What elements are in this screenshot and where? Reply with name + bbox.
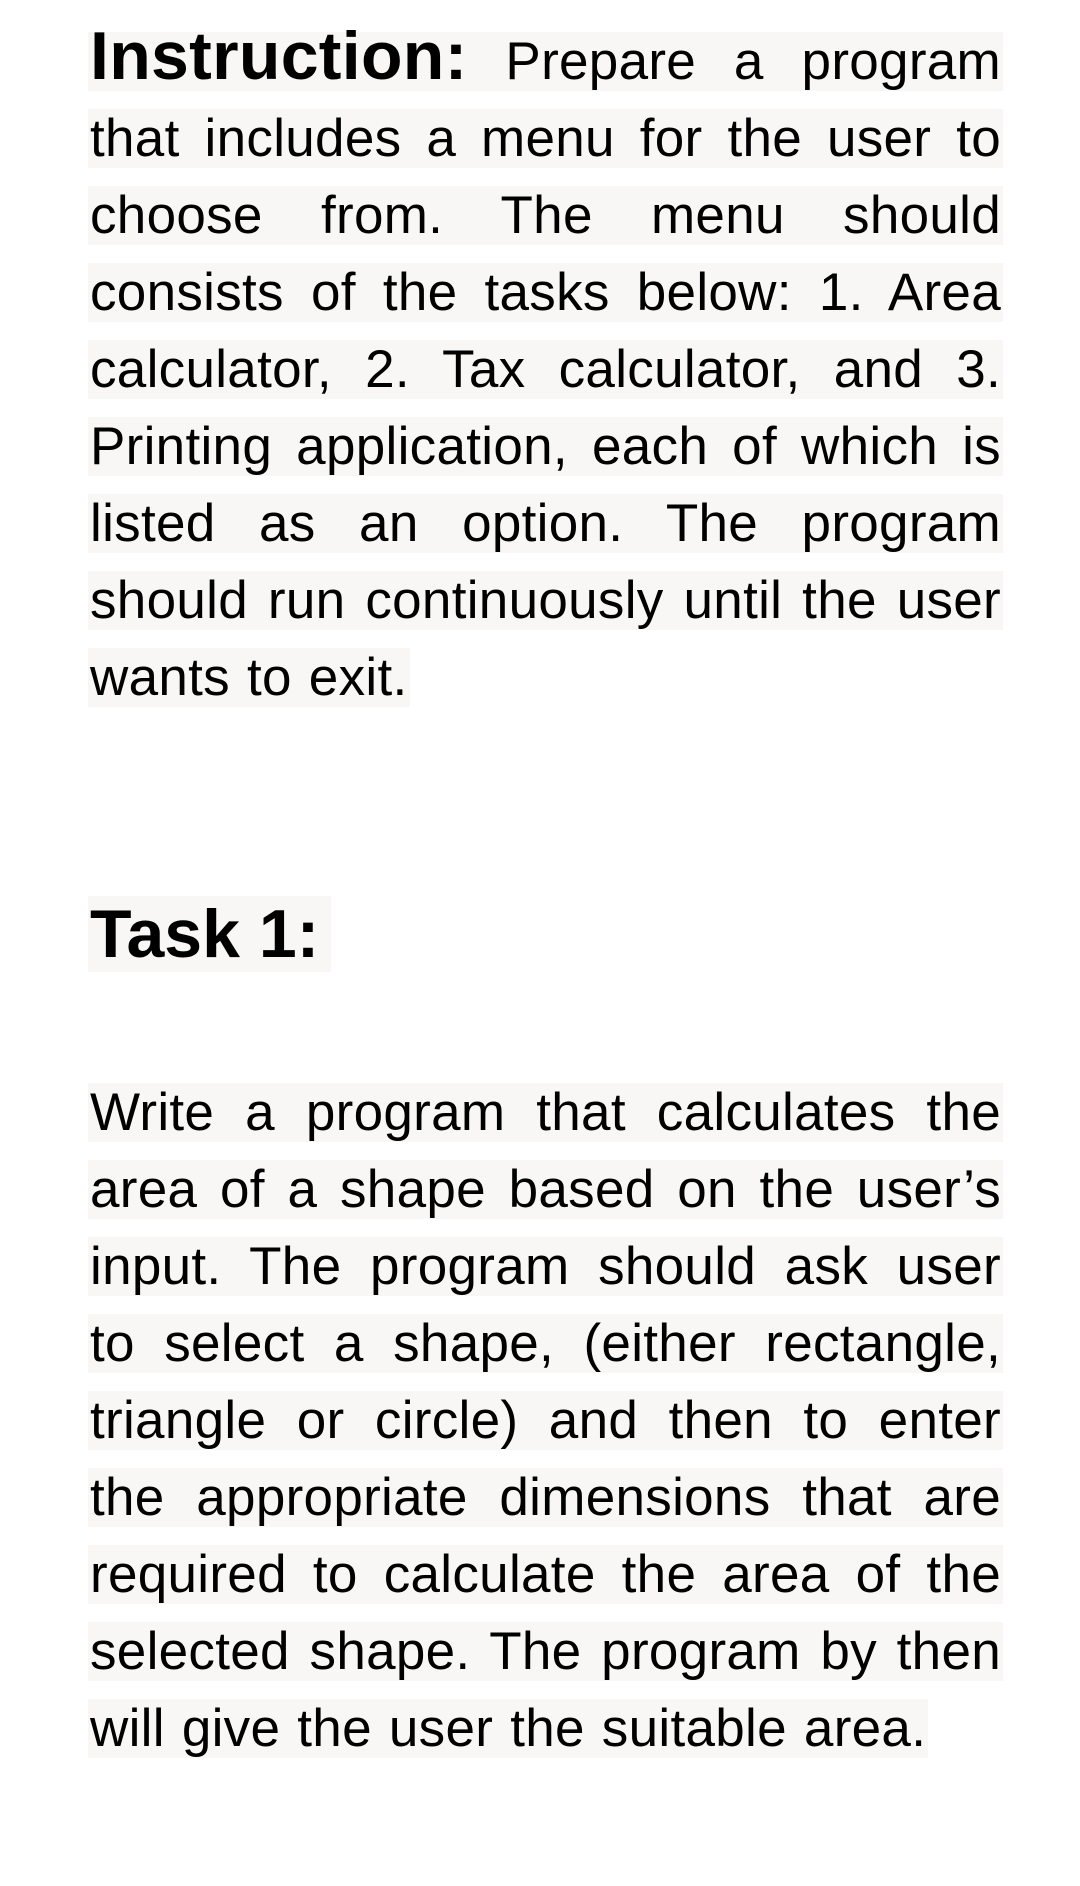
task-1-paragraph: [88, 1074, 1003, 1767]
instruction-text: Prepare a program that includes a menu for the user to choose from. The menu should consists of the tasks below: 1. Area calculator, 2. Tax calculator, and 3. Printing application, each of which is listed as an option. The program should run continuously until the user wants to exit.: [90, 32, 1001, 707]
instruction-highlight: [88, 18, 1003, 707]
task-1-text: Write a program that calculates the area of a shape based on the user’s input. The program should ask user to select a shape, (either rectangle, triangle or circle) and then to enter the appropriate dimensions that are required to calculate the area of the selected shape. The program by then will give the user the suitable area.: [90, 1083, 1001, 1758]
instruction-label: Instruction:: [90, 18, 468, 94]
task-1-heading: [88, 886, 1003, 982]
task-1-heading-text: Task 1:: [88, 896, 331, 972]
instruction-paragraph: [88, 18, 1003, 716]
document-page: [88, 18, 1003, 1767]
